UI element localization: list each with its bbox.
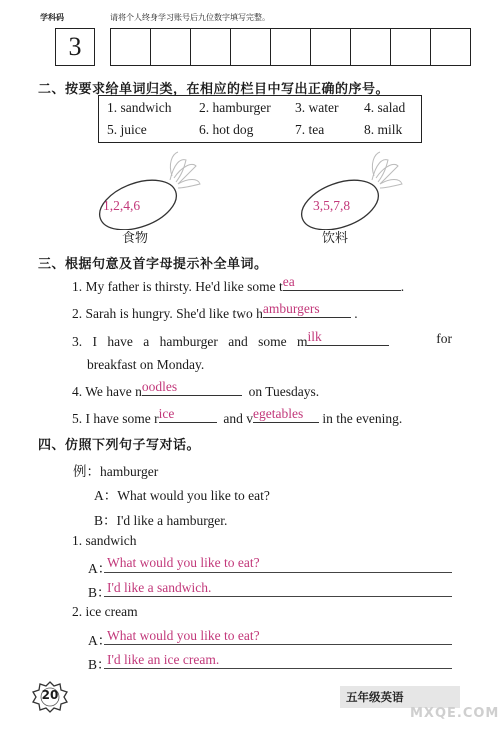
section-2-title: 二、按要求给单词归类，在相应的栏目中写出正确的序号。 xyxy=(38,82,390,97)
example-answer: B：I'd like a hamburger. xyxy=(94,513,228,528)
account-digit-cell[interactable] xyxy=(230,28,271,66)
fill-item-5-blank-2[interactable] xyxy=(253,408,319,423)
fill-item-1-text: 1. My father is thirsty. He'd like some t xyxy=(72,279,283,294)
fill-item-5-middle: and v xyxy=(223,411,253,426)
grade-label: 五年级英语 xyxy=(346,690,404,704)
fill-item-3-blank[interactable] xyxy=(307,331,389,346)
watermark: MXQE.COM xyxy=(410,706,500,721)
word-6: 6. hot dog xyxy=(199,122,254,137)
dialog-1-b-line[interactable] xyxy=(104,596,452,597)
account-digit-cell[interactable] xyxy=(150,28,191,66)
fill-item-2 xyxy=(72,303,358,322)
word-7: 7. tea xyxy=(295,122,325,137)
fill-item-2-end: . xyxy=(354,306,358,321)
fill-item-2-blank[interactable] xyxy=(263,303,351,318)
account-digit-cell[interactable] xyxy=(390,28,431,66)
section-4-title: 四、仿照下列句子写对话。 xyxy=(38,438,201,453)
fill-item-4-blank[interactable] xyxy=(142,381,242,396)
fill-item-1 xyxy=(72,276,404,295)
dialog-2-a-answer: What would you like to eat? xyxy=(107,628,260,643)
fill-item-3-answer: ilk xyxy=(307,329,322,344)
account-number-grid[interactable] xyxy=(110,28,470,66)
word-3: 3. water xyxy=(295,100,339,115)
dialog-1-a-answer: What would you like to eat? xyxy=(107,555,260,570)
fill-item-3 xyxy=(72,331,452,350)
subject-code-value: 3 xyxy=(68,32,82,61)
fill-item-5 xyxy=(72,408,402,427)
food-radish-illustration xyxy=(88,150,218,230)
word-1: 1. sandwich xyxy=(107,100,172,115)
fill-item-1-blank[interactable] xyxy=(283,276,401,291)
dialog-1-a-line[interactable] xyxy=(104,572,452,573)
dialog-2-b-prefix: B： xyxy=(88,657,111,672)
drink-label: 饮料 xyxy=(322,231,349,246)
dialog-1-a-prefix: A： xyxy=(88,561,112,576)
drink-radish-illustration xyxy=(290,150,420,230)
word-5: 5. juice xyxy=(107,122,147,137)
dialog-1-b-answer: I'd like a sandwich. xyxy=(107,580,212,595)
fill-item-2-text: 2. Sarah is hungry. She'd like two h xyxy=(72,306,263,321)
fill-item-3-continued: breakfast on Monday. xyxy=(87,357,205,372)
fill-item-1-answer: ea xyxy=(282,274,295,289)
fill-item-2-answer: amburgers xyxy=(262,301,320,316)
dialog-2-a-prefix: A： xyxy=(88,633,112,648)
fill-item-5-end: in the evening. xyxy=(322,411,403,426)
fill-item-5-text: 5. I have some r xyxy=(72,411,159,426)
fill-item-4-end: on Tuesdays. xyxy=(248,384,320,399)
section-3-title: 三、根据句意及首字母提示补全单词。 xyxy=(38,257,268,272)
account-digit-cell[interactable] xyxy=(270,28,311,66)
page-number: 20 xyxy=(41,688,59,702)
dialog-1-b-prefix: B： xyxy=(88,585,111,600)
word-bank-box xyxy=(98,95,422,143)
subject-code-label: 学科码 xyxy=(40,13,64,22)
account-digit-cell[interactable] xyxy=(310,28,351,66)
fill-item-4 xyxy=(72,381,319,400)
fill-item-1-end: . xyxy=(400,279,405,294)
account-digit-cell[interactable] xyxy=(110,28,151,66)
account-digit-cell[interactable] xyxy=(430,28,471,66)
fill-item-4-answer: oodles xyxy=(141,379,178,394)
fill-item-4-text: 4. We have n xyxy=(72,384,142,399)
food-label: 食物 xyxy=(122,231,149,246)
account-instruction: 请将个人终身学习账号后九位数字填写完整。 xyxy=(110,13,270,22)
food-answer: 1,2,4,6 xyxy=(103,198,141,213)
fill-item-5-answer-2: egetables xyxy=(252,406,304,421)
drink-answer: 3,5,7,8 xyxy=(313,198,351,213)
account-digit-cell[interactable] xyxy=(190,28,231,66)
account-digit-cell[interactable] xyxy=(350,28,391,66)
dialog-2-b-line[interactable] xyxy=(104,668,452,669)
example-question: A：What would you like to eat? xyxy=(94,488,270,503)
dialog-2-word: 2. ice cream xyxy=(72,604,138,619)
fill-item-5-answer-1: ice xyxy=(158,406,175,421)
word-2: 2. hamburger xyxy=(199,100,271,115)
fill-item-5-blank-1[interactable] xyxy=(159,408,217,423)
dialog-1-word: 1. sandwich xyxy=(72,533,137,548)
dialog-2-a-line[interactable] xyxy=(104,644,452,645)
fill-item-3-text: 3. I have a hamburger and some m xyxy=(72,334,308,349)
word-4: 4. salad xyxy=(364,100,406,115)
dialog-2-b-answer: I'd like an ice cream. xyxy=(107,652,220,667)
word-8: 8. milk xyxy=(364,122,403,137)
example-label: 例：hamburger xyxy=(73,464,159,479)
fill-item-3-end: for xyxy=(436,331,452,346)
subject-code-box xyxy=(55,28,95,66)
